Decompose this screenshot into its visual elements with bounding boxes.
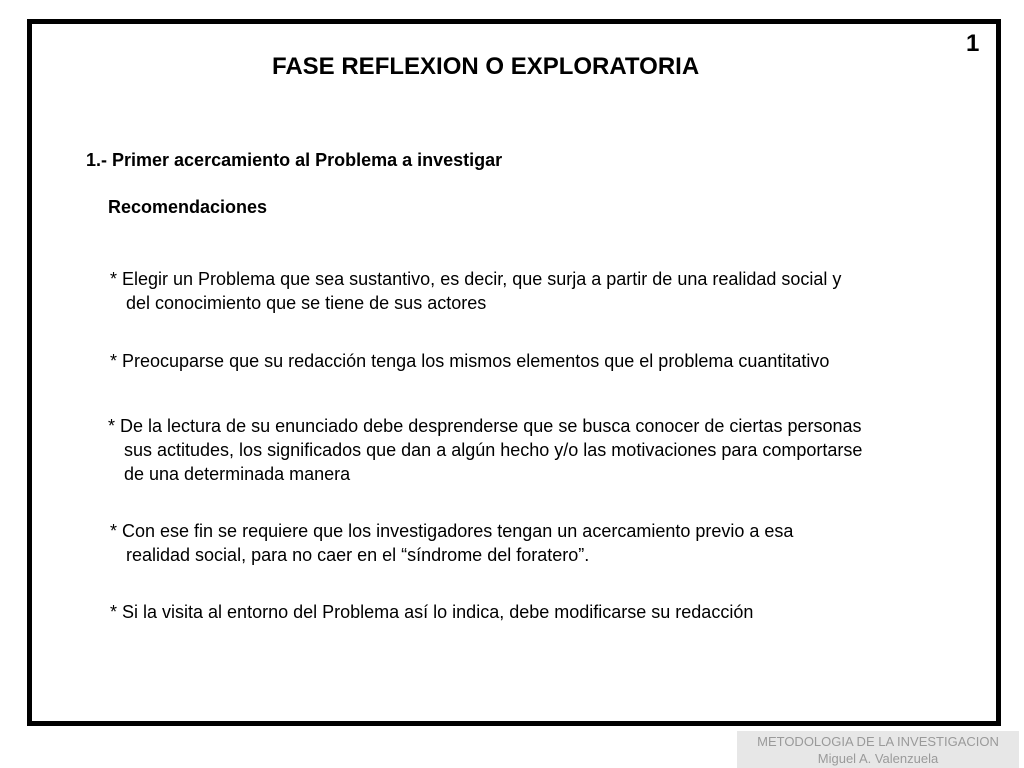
recommendation-line: * Elegir un Problema que sea sustantivo, es decir, que surja a partir de una realidad social y xyxy=(110,269,842,289)
recommendation-line: * Preocuparse que su redacción tenga los mismos elementos que el problema cuantitativo xyxy=(110,351,830,371)
recommendation-item xyxy=(110,519,793,567)
slide-title: FASE REFLEXION O EXPLORATORIA xyxy=(272,53,700,80)
recommendation-item xyxy=(108,414,862,486)
footer-author: Miguel A. Valenzuela xyxy=(817,751,939,766)
recommendation-line: del conocimiento que se tiene de sus actores xyxy=(126,293,487,313)
recommendation-item xyxy=(110,267,841,315)
slide-number: 1 xyxy=(966,30,980,57)
recommendation-item xyxy=(110,600,753,624)
recommendation-line: * Con ese fin se requiere que los investigadores tengan un acercamiento previo a esa xyxy=(110,521,794,541)
recommendations-heading: Recomendaciones xyxy=(108,197,268,217)
recommendation-line: realidad social, para no caer en el “síndrome del foratero”. xyxy=(126,545,590,565)
recommendation-line: sus actitudes, los significados que dan a algún hecho y/o las motivaciones para comportarse xyxy=(124,440,863,460)
recommendation-line: * Si la visita al entorno del Problema así lo indica, debe modificarse su redacción xyxy=(110,602,754,622)
recommendation-line: * De la lectura de su enunciado debe desprenderse que se busca conocer de ciertas personas xyxy=(108,416,862,436)
section-heading: 1.- Primer acercamiento al Problema a investigar xyxy=(86,150,503,170)
recommendation-item xyxy=(110,349,829,373)
recommendation-line: de una determinada manera xyxy=(124,464,351,484)
footer-course: METODOLOGIA DE LA INVESTIGACION xyxy=(757,734,999,749)
footer-credit xyxy=(737,731,1019,768)
